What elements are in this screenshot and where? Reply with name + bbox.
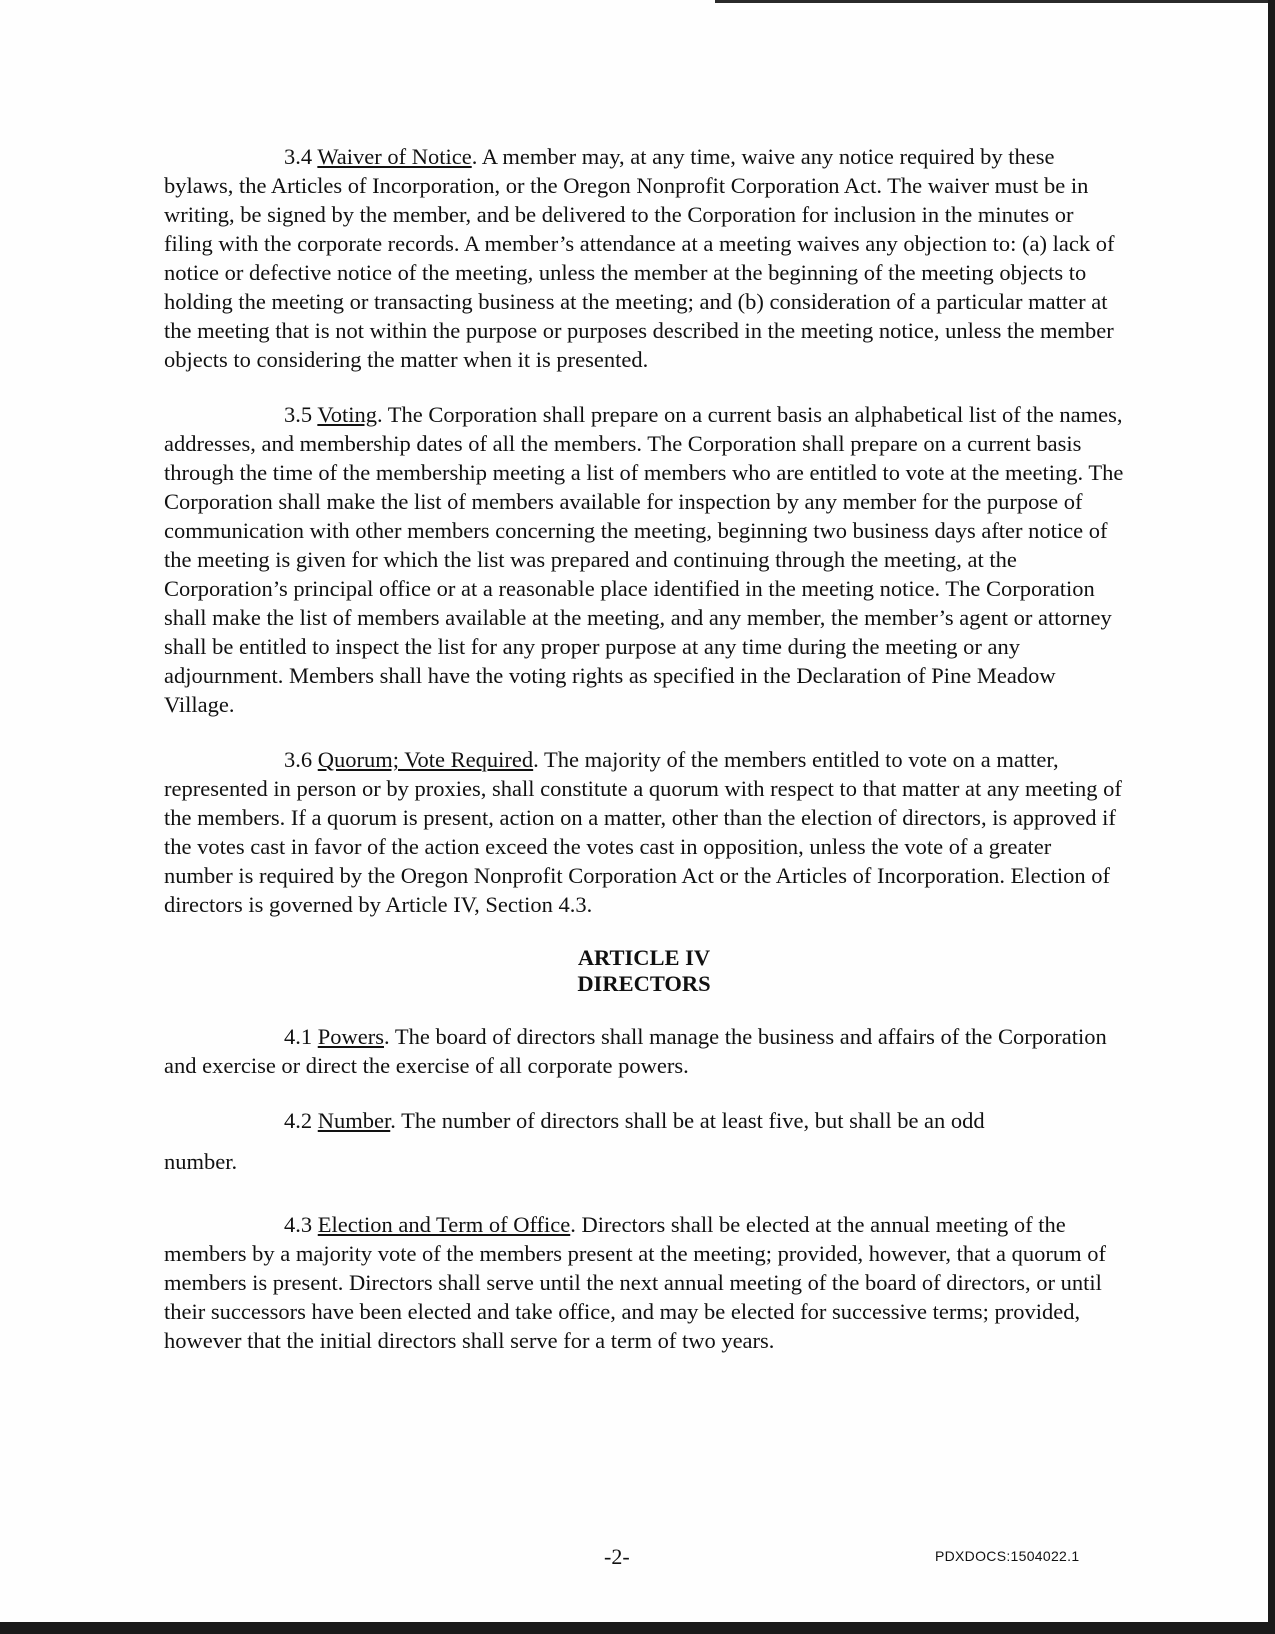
section-text: . The Corporation shall prepare on a current basis an alphabetical list of the names, addresses, and membership dates of all the members. The Corporation shall prepare on a current basis through the time of the membership meeting a list of members who are entitled to vote at the meeting. The Corporation shall make the list of members available for inspection by any member for the purpose of communication with other members concerning the meeting, beginning two business days after notice of the meeting is given for which the list was prepared and continuing through the meeting, at the Corporation’s principal office or at a reasonable place identified in the meeting notice. The Corporation shall make the list of members available at the meeting, and any member, the member’s agent or attorney shall be entitled to inspect the list for any proper purpose at any time during the meeting or any adjournment. Members shall have the voting rights as specified in the Declaration of Pine Meadow Village. [164, 402, 1124, 717]
section-number: 3.4 [284, 144, 313, 169]
scan-edge-right [1268, 0, 1275, 1634]
section-number: 3.5 [284, 402, 313, 427]
section-text: . A member may, at any time, waive any notice required by these bylaws, the Articles of Incorporation, or the Oregon Nonprofit Corporation Act. The waiver must be in writing, be signed by the member, and be delivered to the Corporation for inclusion in the minutes or filing with the corporate records. A member’s attendance at a meeting waives any objection to: (a) lack of notice or defective notice of the meeting, unless the member at the beginning of the meeting objects to holding the meeting or transacting business at the meeting; and (b) consideration of a particular matter at the meeting that is not within the purpose or purposes described in the meeting notice, unless the member objects to considering the matter when it is presented. [164, 144, 1115, 372]
section-text: . The board of directors shall manage the business and affairs of the Corporation and exercise or direct the exercise of all corporate powers. [164, 1024, 1107, 1078]
section-title: Voting [317, 402, 377, 427]
section-4-2 [164, 1106, 1124, 1176]
article-title: DIRECTORS [577, 971, 711, 996]
section-title: Quorum; Vote Required [317, 747, 534, 772]
section-number: 4.1 [284, 1024, 313, 1049]
document-body [164, 142, 1124, 1381]
section-text: . Directors shall be elected at the annual meeting of the members by a majority vote of the members present at the meeting; provided, however, that a quorum of members is present. Directors shall serve until the next annual meeting of the board of directors, or until their successors have been elected and take office, and may be elected for successive terms; provided, however that the initial directors shall serve for a term of two years. [164, 1212, 1106, 1353]
section-line [164, 1106, 1124, 1135]
section-number: 3.6 [284, 747, 313, 772]
scan-edge-top [715, 0, 1275, 3]
section-title: Powers [317, 1024, 384, 1049]
document-id: PDXDOCS:1504022.1 [935, 1548, 1080, 1564]
article-heading [164, 945, 1124, 997]
section-4-3 [164, 1210, 1124, 1355]
scan-edge-bottom [0, 1622, 1275, 1634]
section-3-4 [164, 142, 1124, 374]
section-number: 4.2 [284, 1108, 313, 1133]
section-3-6 [164, 745, 1124, 919]
section-title: Election and Term of Office [317, 1212, 571, 1237]
section-title: Number [317, 1108, 391, 1133]
section-4-1 [164, 1022, 1124, 1080]
section-text: . The majority of the members entitled to vote on a matter, represented in person or by proxies, shall constitute a quorum with respect to that matter at any meeting of the members. If a quorum is present, action on a matter, other than the election of directors, is approved if the votes cast in favor of the action exceed the votes cast in opposition, unless the vote of a greater number is required by the Oregon Nonprofit Corporation Act or the Articles of Incorporation. Election of directors is governed by Article IV, Section 4.3. [164, 747, 1122, 917]
section-3-5 [164, 400, 1124, 719]
section-number: 4.3 [284, 1212, 313, 1237]
article-number: ARTICLE IV [577, 945, 711, 970]
section-text-continued: number. [164, 1149, 238, 1174]
section-title: Waiver of Notice [317, 144, 472, 169]
page-number: -2- [604, 1544, 630, 1569]
section-text: . The number of directors shall be at least five, but shall be an odd [390, 1108, 985, 1133]
